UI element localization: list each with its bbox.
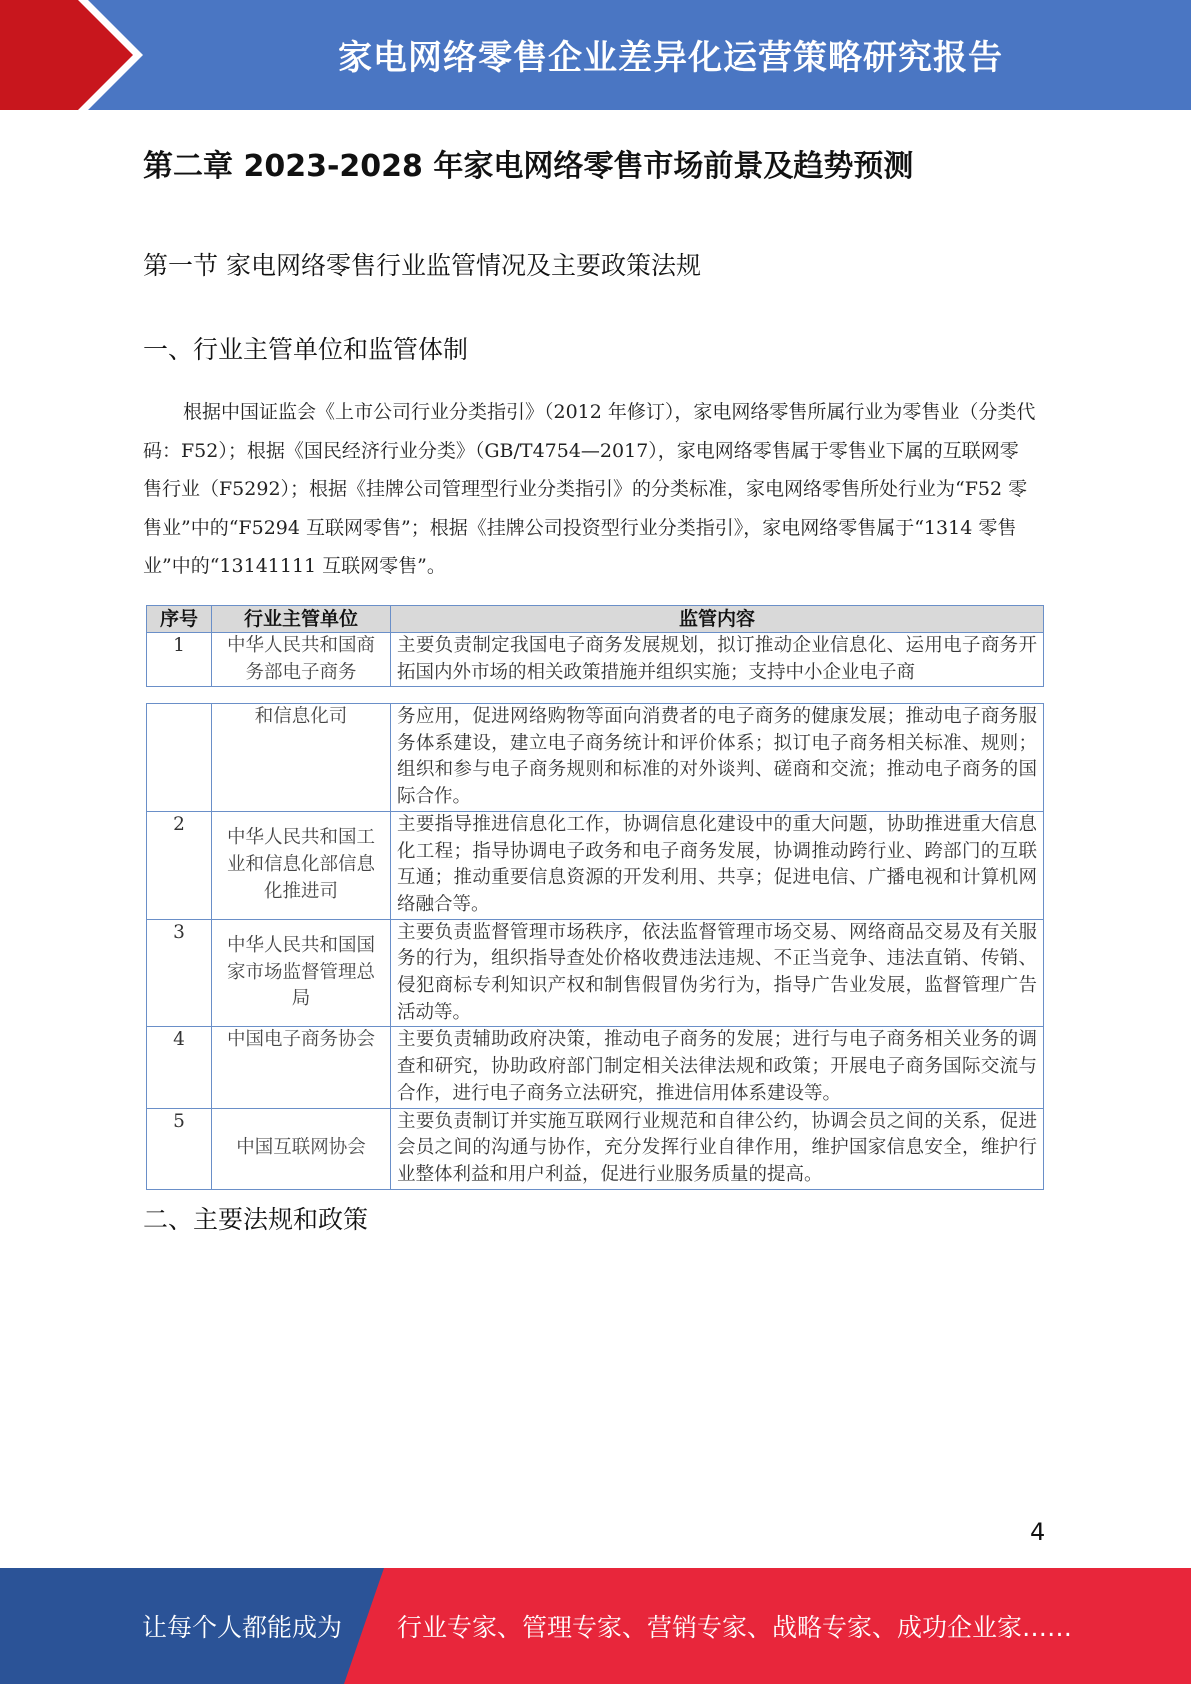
header-cell-number: 序号 [147, 606, 212, 633]
row-number: 5 [147, 1108, 212, 1189]
row-unit: 和信息化司 [212, 704, 391, 812]
table-row [147, 1108, 1044, 1189]
header-cell-unit: 行业主管单位 [212, 606, 391, 633]
table-row [147, 704, 1044, 812]
report-title: 家电网络零售企业差异化运营策略研究报告 [338, 38, 1003, 78]
row-unit: 中华人民共和国工业和信息化部信息化推进司 [212, 811, 391, 919]
footer-slogan-right: 行业专家、管理专家、营销专家、战略专家、成功企业家…… [397, 1613, 1073, 1642]
table-header-row [147, 606, 1044, 633]
row-unit: 中华人民共和国商务部电子商务 [212, 633, 391, 687]
row-content: 主要负责制订并实施互联网行业规范和自律公约，协调会员之间的关系，促进会员之间的沟通与协作，充分发挥行业自律作用，维护国家信息安全，维护行业整体利益和用户利益，促进行业服务质量的提高。 [391, 1108, 1044, 1189]
subsection-title-2: 二、主要法规和政策 [143, 1205, 369, 1234]
header-banner [0, 0, 1191, 110]
row-number: 4 [147, 1027, 212, 1108]
body-paragraph: 根据中国证监会《上市公司行业分类指引》（2012 年修订），家电网络零售所属行业为零售业（分类代码：F52）；根据《国民经济行业分类》（GB/T4754—2017），家电网络零售属于零售业下属的互联网零售行业（F5292）；根据《挂牌公司管理型行业分类指引》的分类标准，家电网络零售所处行业为“F52 零售业”中的“F5294 互联网零售”；根据《挂牌公司投资型行业分类指引》，家电网络零售属于“1314 零售业”中的“13141111 互联网零售”。 [143, 401, 1036, 577]
table-row [147, 633, 1044, 687]
row-number: 2 [147, 811, 212, 919]
subsection-title-1: 一、行业主管单位和监管体制 [143, 335, 469, 364]
row-content: 主要负责监督管理市场秩序，依法监督管理市场交易、网络商品交易及有关服务的行为，组织指导查处价格收费违法违规、不正当竞争、违法直销、传销、侵犯商标专利知识产权和制售假冒伪劣行为，指导广告业发展，监督管理广告活动等。 [391, 919, 1044, 1027]
row-unit: 中华人民共和国国家市场监督管理总局 [212, 919, 391, 1027]
row-content: 主要指导推进信息化工作，协调信息化建设中的重大问题，协助推进重大信息化工程；指导协调电子政务和电子商务发展，协调推动跨行业、跨部门的互联互通；推动重要信息资源的开发利用、共享；促进电信、广播电视和计算机网络融合等。 [391, 811, 1044, 919]
header-cell-content: 监管内容 [391, 606, 1044, 633]
row-content: 务应用，促进网络购物等面向消费者的电子商务的健康发展；推动电子商务服务体系建设，建立电子商务统计和评价体系；拟订电子商务相关标准、规则；组织和参与电子商务规则和标准的对外谈判、磋商和交流；推动电子商务的国际合作。 [391, 704, 1044, 812]
header-arrow-shape [0, 0, 150, 110]
regulator-table-part1 [146, 605, 1044, 687]
section-title: 第一节 家电网络零售行业监管情况及主要政策法规 [143, 251, 701, 280]
row-number: 3 [147, 919, 212, 1027]
table-row [147, 919, 1044, 1027]
row-content: 主要负责辅助政府决策，推动电子商务的发展；进行与电子商务相关业务的调查和研究，协助政府部门制定相关法律法规和政策；开展电子商务国际交流与合作，进行电子商务立法研究，推进信用体系建设等。 [391, 1027, 1044, 1108]
row-content: 主要负责制定我国电子商务发展规划，拟订推动企业信息化、运用电子商务开拓国内外市场的相关政策措施并组织实施；支持中小企业电子商 [391, 633, 1044, 687]
table-row [147, 1027, 1044, 1108]
row-unit: 中国电子商务协会 [212, 1027, 391, 1108]
chapter-title: 第二章 2023-2028 年家电网络零售市场前景及趋势预测 [143, 149, 914, 184]
row-number [147, 704, 212, 812]
footer-slogan-left: 让每个人都能成为 [142, 1613, 343, 1642]
footer-banner [0, 1568, 1191, 1684]
row-unit: 中国互联网协会 [212, 1108, 391, 1189]
row-number: 1 [147, 633, 212, 687]
page-number: 4 [1030, 1518, 1046, 1546]
regulator-table-part2 [146, 703, 1044, 1190]
table-row [147, 811, 1044, 919]
